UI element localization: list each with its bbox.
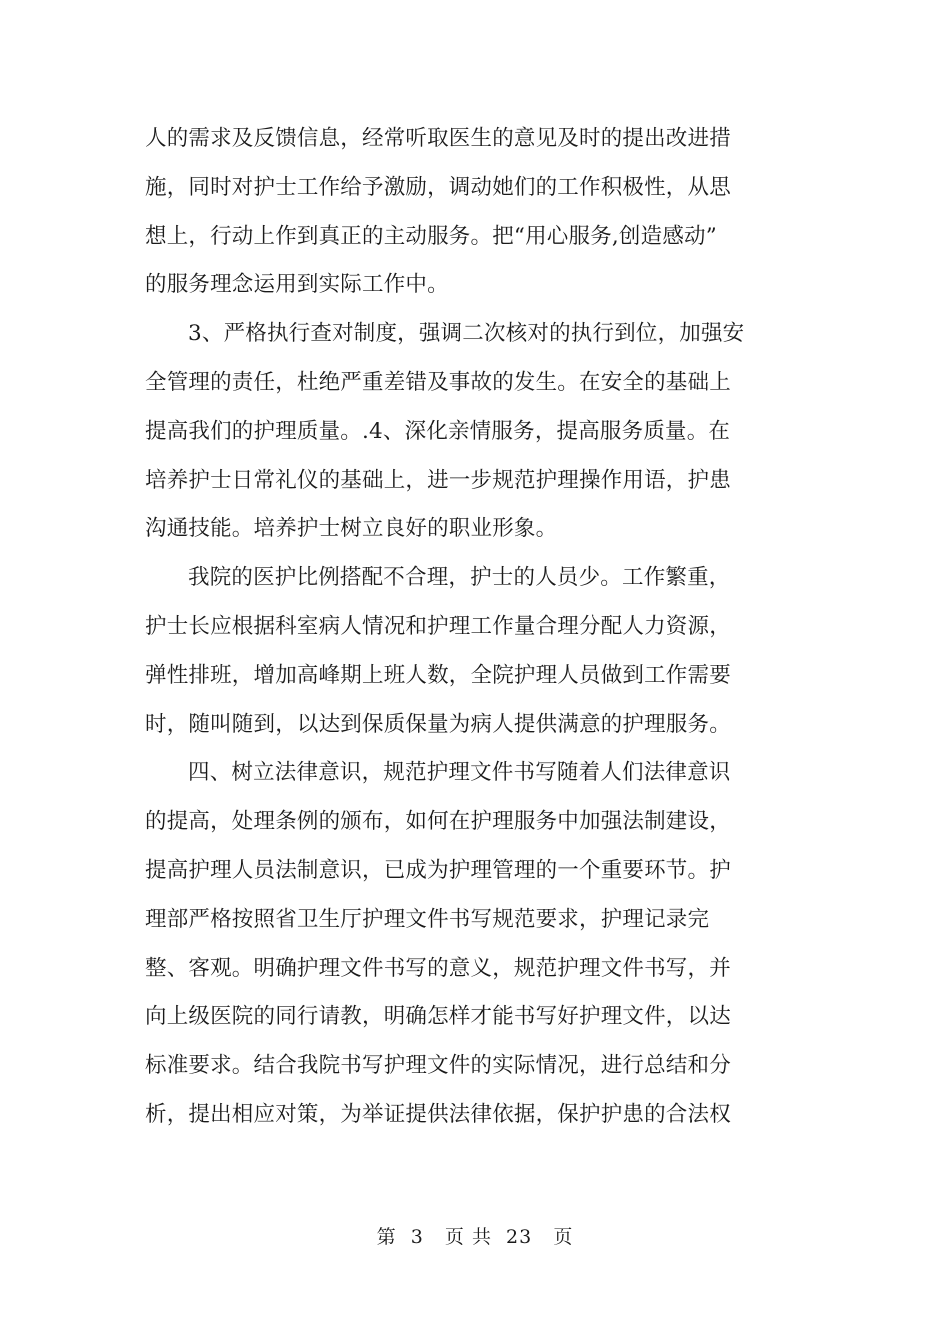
text-line: 全管理的责任，杜绝严重差错及事故的发生。在安全的基础上 [145, 369, 731, 395]
document-body [145, 115, 810, 1140]
text-line: 时，随叫随到，以达到保质保量为病人提供满意的护理服务。 [145, 711, 731, 737]
text-line: 四、树立法律意识，规范护理文件书写随着人们法律意识 [188, 760, 731, 786]
text-line: 的提高，处理条例的颁布，如何在护理服务中加强法制建设， [145, 809, 731, 835]
text-line: 沟通技能。培养护士树立良好的职业形象。 [145, 516, 558, 542]
text-line: 提高我们的护理质量。.4、深化亲情服务，提高服务质量。在 [145, 418, 731, 444]
text-line: 施，同时对护士工作给予激励，调动她们的工作积极性，从思 [145, 174, 731, 200]
text-line: 3、严格执行查对制度，强调二次核对的执行到位，加强安 [188, 321, 745, 347]
page-footer: 第 3 页 共 23 页 [376, 1226, 574, 1248]
text-line: 弹性排班，增加高峰期上班人数，全院护理人员做到工作需要 [145, 662, 731, 688]
text-line: 向上级医院的同行请教，明确怎样才能书写好护理文件，以达 [145, 1004, 731, 1030]
text-line: 培养护士日常礼仪的基础上，进一步规范护理操作用语，护患 [145, 467, 731, 493]
text-line: 护士长应根据科室病人情况和护理工作量合理分配人力资源， [145, 613, 731, 639]
text-line: 整、客观。明确护理文件书写的意义，规范护理文件书写，并 [145, 955, 731, 981]
text-line: 理部严格按照省卫生厅护理文件书写规范要求，护理记录完 [145, 906, 710, 932]
text-line: 标准要求。结合我院书写护理文件的实际情况，进行总结和分 [145, 1053, 731, 1079]
text-line: 人的需求及反馈信息，经常听取医生的意见及时的提出改进措 [145, 126, 731, 151]
text-line: 想上，行动上作到真正的主动服务。把“用心服务,创造感动” [145, 223, 717, 249]
text-line: 的服务理念运用到实际工作中。 [145, 272, 449, 298]
text-line: 提高护理人员法制意识，已成为护理管理的一个重要环节。护 [145, 857, 731, 883]
text-line: 我院的医护比例搭配不合理，护士的人员少。工作繁重， [188, 565, 731, 591]
text-line: 析，提出相应对策，为举证提供法律依据，保护护患的合法权 [145, 1101, 731, 1127]
